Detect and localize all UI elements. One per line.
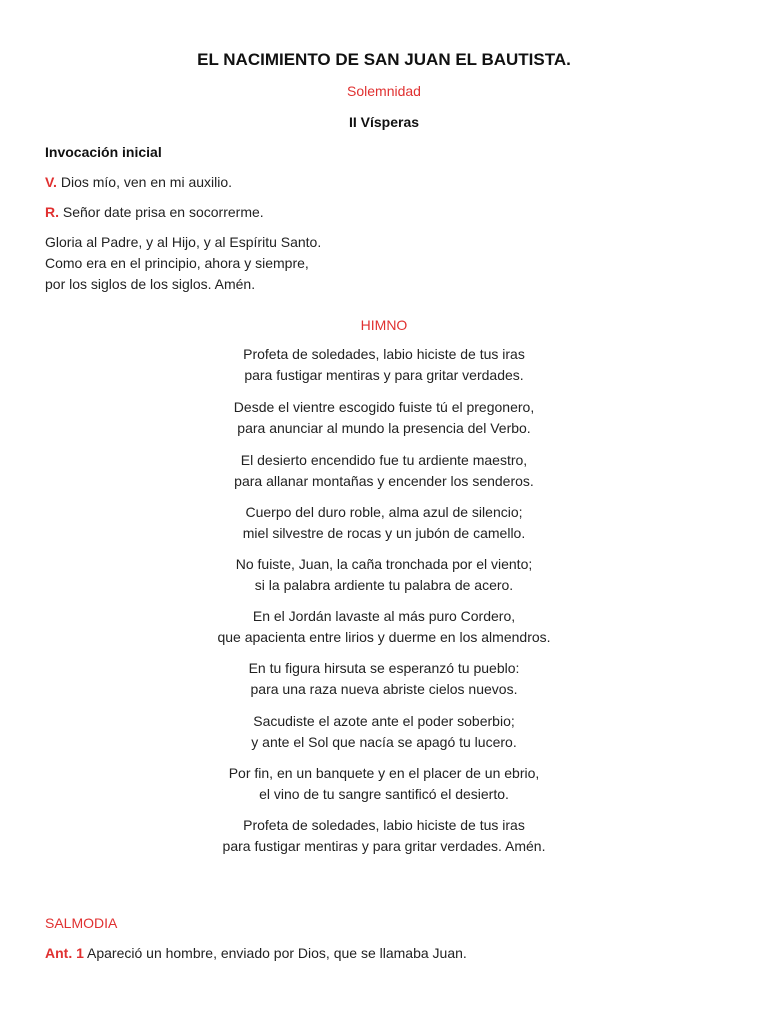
hymn-line: para fustigar mentiras y para gritar verdades. [244,367,524,383]
hymn-line: En el Jordán lavaste al más puro Cordero, [252,608,516,624]
gloria-line: por los siglos de los siglos. Amén. [45,276,256,292]
page-title: EL NACIMIENTO DE SAN JUAN EL BAUTISTA. [197,50,571,69]
gloria-line: Como era en el principio, ahora y siempre, [45,255,309,271]
hymn-line: que apacienta entre lirios y duerme en los almendros. [217,629,551,645]
hymn-line: el vino de tu sangre santificó el desierto. [259,786,509,802]
hymn-line: para anunciar al mundo la presencia del Verbo. [237,420,531,436]
hymn-line: En tu figura hirsuta se esperanzó tu pueblo: [248,660,520,676]
hymn-stanza [0,397,768,439]
hymn-line: para fustigar mentiras y para gritar verdades. Amén. [222,838,546,854]
hymn-line: si la palabra ardiente tu palabra de acero. [254,577,514,593]
hymn-stanza [0,344,768,386]
versicle-label: V. [45,174,57,190]
antiphon-label: Ant. 1 [45,945,84,961]
hymn-line: para una raza nueva abriste cielos nuevos. [250,681,518,697]
hymn-line: Profeta de soledades, labio hiciste de tus iras [243,817,525,833]
versicle [45,172,232,193]
hymn-line: Desde el vientre escogido fuiste tú el pregonero, [233,399,535,415]
office-label: II Vísperas [348,114,420,130]
hymn-stanza [0,450,768,492]
psalmody-heading: SALMODIA [45,915,118,931]
hymn-stanza [0,554,768,596]
gloria-block [45,232,321,295]
hymn-line: para allanar montañas y encender los senderos. [234,473,534,489]
solemnity-label: Solemnidad [347,83,421,99]
hymn-stanza [0,763,768,805]
response-text: Señor date prisa en socorrerme. [59,204,264,220]
hymn-stanza [0,606,768,648]
hymn-line: Profeta de soledades, labio hiciste de tus iras [243,346,525,362]
antiphon-text: Apareció un hombre, enviado por Dios, que se llamaba Juan. [83,945,467,961]
hymn-stanza [0,502,768,544]
hymn-stanza [0,815,768,857]
response-label: R. [45,204,59,220]
hymn-line: No fuiste, Juan, la caña tronchada por el viento; [235,556,533,572]
hymn-line: Sacudiste el azote ante el poder soberbio; [253,713,515,729]
hymn-heading: HIMNO [360,317,408,333]
hymn-line: El desierto encendido fue tu ardiente maestro, [240,452,528,468]
hymn-stanza [0,711,768,753]
versicle-text: Dios mío, ven en mi auxilio. [56,174,233,190]
response [45,202,264,223]
invocation-heading: Invocación inicial [45,144,162,160]
hymn-line: Por fin, en un banquete y en el placer de un ebrio, [228,765,540,781]
hymn-line: miel silvestre de rocas y un jubón de camello. [242,525,526,541]
hymn-stanza [0,658,768,700]
hymn-line: y ante el Sol que nacía se apagó tu lucero. [251,734,517,750]
gloria-line: Gloria al Padre, y al Hijo, y al Espíritu Santo. [45,234,322,250]
hymn-line: Cuerpo del duro roble, alma azul de silencio; [245,504,523,520]
antiphon [45,943,467,964]
